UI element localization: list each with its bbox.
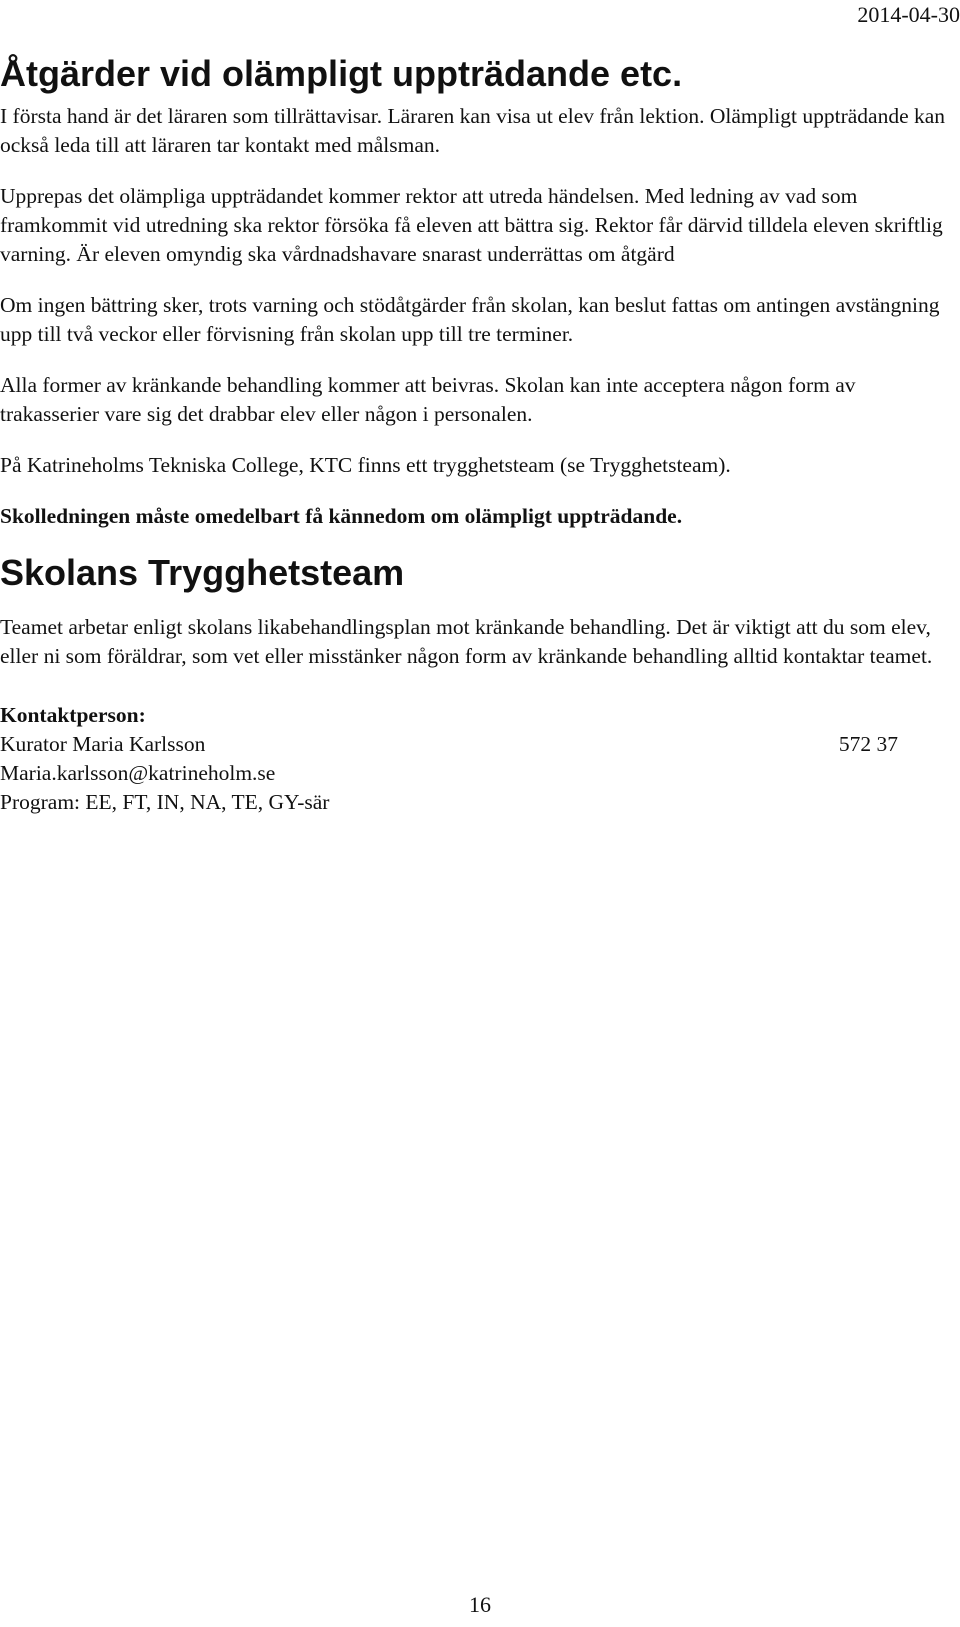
paragraph-avstangning: Om ingen bättring sker, trots varning och stödåtgärder från skolan, kan beslut fattas om antingen avstängning upp till två veckor eller förvisning från skolan upp till tre terminer. [0,293,940,346]
paragraph-krankande: Alla former av kränkande behandling kommer att beivras. Skolan kan inte acceptera någon form av trakasserier vare sig det drabbar elev eller någon i personalen. [0,373,856,426]
contact-name: Kurator Maria Karlsson [0,732,206,756]
page-number: 16 [469,1592,491,1617]
section-heading-trygghetsteam: Skolans Trygghetsteam [0,552,405,593]
contact-label: Kontaktperson: [0,703,146,727]
contact-programs: Program: EE, FT, IN, NA, TE, GY-sär [0,790,330,814]
contact-block [0,701,950,817]
contact-name-row [0,730,898,759]
contact-phone: 572 37 [838,732,898,756]
paragraph-skolledningen: Skolledningen måste omedelbart få kännedom om olämpligt uppträdande. [0,504,683,528]
paragraph-teamet: Teamet arbetar enligt skolans likabehandlingsplan mot kränkande behandling. Det är viktigt att du som elev, eller ni som föräldrar, som vet eller misstänker någon form av kränkande behandling alltid kontaktar teamet. [0,615,933,668]
paragraph-ktc: På Katrineholms Tekniska College, KTC finns ett trygghetsteam (se Trygghetsteam). [0,453,731,477]
contact-email[interactable]: Maria.karlsson@katrineholm.se [0,761,276,785]
paragraph-larare: I första hand är det läraren som tillrättavisar. Läraren kan visa ut elev från lektion. Olämpligt uppträdande kan också leda till att läraren tar kontakt med målsman. [0,104,946,157]
section-heading-atgarder: Åtgärder vid olämpligt uppträdande etc. [0,53,683,94]
paragraph-rektor: Upprepas det olämpliga uppträdandet kommer rektor att utreda händelsen. Med ledning av vad som framkommit vid utredning ska rektor försöka få eleven att bättra sig. Rektor får därvid tilldela eleven skriftlig varning. Är eleven omyndig ska vårdnadshavare snarast underrättas om åtgärd [0,184,943,266]
document-body [0,52,950,817]
document-date: 2014-04-30 [857,2,960,27]
